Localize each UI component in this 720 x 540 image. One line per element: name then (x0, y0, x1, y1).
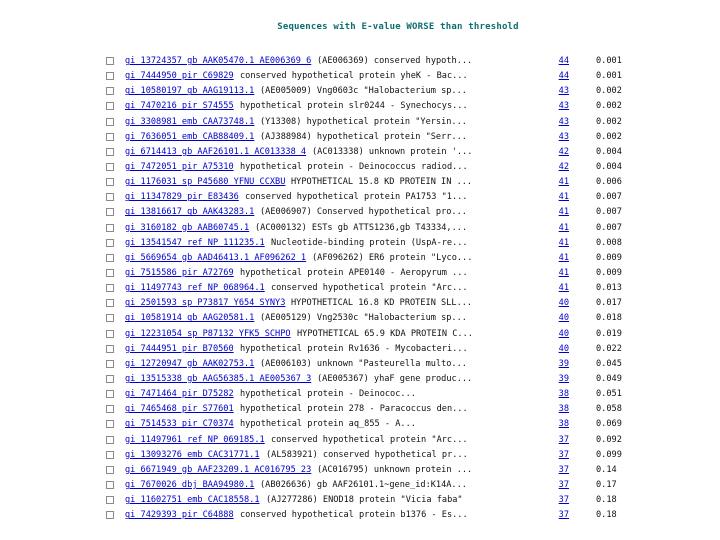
accession-link[interactable]: gi 7465468 pir S77601 (125, 404, 234, 415)
e-value: 0.001 (596, 71, 622, 82)
result-row (0, 417, 720, 432)
result-row (0, 463, 720, 478)
row-checkbox[interactable] (106, 133, 114, 141)
hit-description: HYPOTHETICAL 15.8 KD PROTEIN IN ... (291, 177, 473, 188)
result-row (0, 145, 720, 160)
hit-description: (AL583921) conserved hypothetical pr... (266, 449, 468, 460)
e-value: 0.002 (596, 101, 622, 112)
result-row (0, 281, 720, 296)
bit-score-link[interactable]: 41 (558, 207, 569, 218)
hit-description: (AJ277286) ENOD18 protein "Vicia faba" (266, 495, 463, 506)
e-value: 0.14 (596, 464, 617, 475)
hit-description: conserved hypothetical protein b1376 - Es... (240, 510, 468, 521)
hit-description: (AE006369) conserved hypoth... (317, 56, 473, 66)
accession-link[interactable]: gi 3308981 emb CAA73748.1 (125, 116, 255, 127)
row-checkbox[interactable] (106, 345, 114, 353)
result-row (0, 357, 720, 372)
row-checkbox[interactable] (106, 118, 114, 126)
row-checkbox[interactable] (106, 451, 114, 459)
row-checkbox[interactable] (106, 466, 114, 474)
row-checkbox[interactable] (106, 193, 114, 201)
accession-link[interactable]: gi 13541547 ref NP_111235.1 (125, 237, 265, 248)
accession-link[interactable]: gi 7471464 pir D75282 (125, 389, 234, 400)
bit-score-link[interactable]: 37 (558, 495, 569, 506)
accession-link[interactable]: gi 10580197 gb AAG19113.1 (125, 86, 255, 97)
e-value: 0.002 (596, 86, 622, 97)
e-value: 0.018 (596, 313, 622, 324)
result-row (0, 69, 720, 84)
e-value: 0.099 (596, 449, 622, 460)
accession-link[interactable]: gi 12720947 gb AAK02753.1 (125, 358, 255, 369)
e-value: 0.017 (596, 298, 622, 309)
row-checkbox[interactable] (106, 178, 114, 186)
result-row (0, 402, 720, 417)
result-row (0, 115, 720, 130)
bit-score-link[interactable]: 37 (558, 510, 569, 521)
bit-score-link[interactable]: 41 (558, 252, 569, 263)
hit-description: HYPOTHETICAL 16.8 KD PROTEIN SLL... (291, 298, 473, 309)
accession-link[interactable]: gi 13724357 gb AAK05470.1 AE006369_6 (125, 56, 312, 66)
result-row (0, 205, 720, 220)
hit-description: (Y13308) hypothetical protein "Yersin... (260, 116, 467, 127)
e-value: 0.045 (596, 358, 622, 369)
bit-score-link[interactable]: 41 (558, 283, 569, 294)
bit-score-link[interactable]: 38 (558, 404, 569, 415)
e-value: 0.007 (596, 222, 622, 233)
row-checkbox[interactable] (106, 420, 114, 428)
accession-link[interactable]: gi 10581914 gb AAG20581.1 (125, 313, 255, 324)
bit-score-link[interactable]: 43 (558, 101, 569, 112)
hit-description: (AJ388984) hypothetical protein "Serr... (260, 131, 467, 142)
accession-link[interactable]: gi 13816617 gb AAK43283.1 (125, 207, 255, 218)
hit-description: hypothetical protein Rv1636 - Mycobacteri... (240, 343, 468, 354)
row-checkbox[interactable] (106, 102, 114, 110)
hit-description: conserved hypothetical protein yheK - Bac... (240, 71, 468, 82)
hit-description: hypothetical protein - Deinococcus radiod... (240, 161, 468, 172)
e-value: 0.004 (596, 161, 622, 172)
e-value: 0.022 (596, 343, 622, 354)
row-checkbox[interactable] (106, 375, 114, 383)
bit-score-link[interactable]: 41 (558, 192, 569, 203)
e-value: 0.051 (596, 389, 622, 400)
accession-link[interactable]: gi 13515338 gb AAG56385.1 AE005367_3 (125, 373, 312, 384)
accession-link[interactable]: gi 6714413 gb AAF26101.1 AC013338_4 (125, 146, 307, 157)
hit-description: (AE006907) Conserved hypothetical pro... (260, 207, 467, 218)
row-checkbox[interactable] (106, 57, 114, 65)
row-checkbox[interactable] (106, 314, 114, 322)
hit-description: (AE005009) Vng0603c "Halobacterium sp... (260, 86, 467, 97)
page-title: Sequences with E-value WORSE than threshold (277, 22, 519, 32)
e-value: 0.092 (596, 434, 622, 445)
accession-link[interactable]: gi 13093276 emb CAC31771.1 (125, 449, 260, 460)
hit-description: (AE006103) unknown "Pasteurella multo... (260, 358, 467, 369)
accession-link[interactable]: gi 11347829 pir E83436 (125, 192, 239, 203)
row-checkbox[interactable] (106, 299, 114, 307)
hit-description: (AB026636) gb AAF26101.1~gene_id:K14A... (260, 479, 467, 490)
row-checkbox[interactable] (106, 148, 114, 156)
e-value: 0.008 (596, 237, 622, 248)
result-row (0, 251, 720, 266)
row-checkbox[interactable] (106, 269, 114, 277)
result-row (0, 508, 720, 523)
accession-link[interactable]: gi 12231054 sp P87132 YFK5_SCHPO (125, 328, 291, 339)
bit-score-link[interactable]: 40 (558, 313, 569, 324)
e-value: 0.006 (596, 177, 622, 188)
hit-description: (AC013338) unknown protein '... (312, 146, 473, 157)
e-value: 0.009 (596, 267, 622, 278)
bit-score-link[interactable]: 43 (558, 86, 569, 97)
bit-score-link[interactable]: 37 (558, 479, 569, 490)
bit-score-link[interactable]: 39 (558, 373, 569, 384)
bit-score-link[interactable]: 38 (558, 419, 569, 430)
result-row (0, 84, 720, 99)
bit-score-link[interactable]: 39 (558, 358, 569, 369)
hit-description: hypothetical protein - Deinococ... (240, 389, 416, 400)
bit-score-link[interactable]: 37 (558, 434, 569, 445)
result-row (0, 54, 720, 69)
hit-description: conserved hypothetical protein "Arc... (271, 283, 468, 294)
bit-score-link[interactable]: 41 (558, 177, 569, 188)
e-value: 0.007 (596, 192, 622, 203)
accession-link[interactable]: gi 7636051 emb CAB88409.1 (125, 131, 255, 142)
accession-link[interactable]: gi 11497961 ref NP_069185.1 (125, 434, 265, 445)
result-row (0, 266, 720, 281)
result-row (0, 221, 720, 236)
bit-score-link[interactable]: 41 (558, 267, 569, 278)
accession-link[interactable]: gi 1176031 sp P45680 YFNU_CCXBU (125, 177, 286, 188)
result-row (0, 478, 720, 493)
accession-link[interactable]: gi 7670026 dbj BAA94980.1 (125, 479, 255, 490)
bit-score-link[interactable]: 44 (558, 71, 569, 82)
hit-description: hypothetical protein 278 - Paracoccus den... (240, 404, 468, 415)
e-value: 0.019 (596, 328, 622, 339)
row-checkbox[interactable] (106, 436, 114, 444)
result-row (0, 372, 720, 387)
accession-link[interactable]: gi 11602751 emb CAC18558.1 (125, 495, 260, 506)
row-checkbox[interactable] (106, 405, 114, 413)
accession-link[interactable]: gi 7429393 pir C64888 (125, 510, 234, 521)
accession-link[interactable]: gi 7444950 pir C69829 (125, 71, 234, 82)
e-value: 0.069 (596, 419, 622, 430)
bit-score-link[interactable]: 37 (558, 449, 569, 460)
row-checkbox[interactable] (106, 390, 114, 398)
accession-link[interactable]: gi 7470216 pir S74555 (125, 101, 234, 112)
hit-description: (AC000132) ESTs gb ATTS1236,gb T43334,... (255, 222, 468, 233)
accession-link[interactable]: gi 7514533 pir C70374 (125, 419, 234, 430)
row-checkbox[interactable] (106, 87, 114, 95)
hit-description: Nucleotide-binding protein (UspA-re... (271, 237, 468, 248)
hit-description: (AC016795) unknown protein ... (317, 464, 473, 475)
e-value: 0.002 (596, 131, 622, 142)
e-value: 0.058 (596, 404, 622, 415)
bit-score-link[interactable]: 37 (558, 464, 569, 475)
hit-description: (AE005129) Vng2530c "Halobacterium sp... (260, 313, 467, 324)
accession-link[interactable]: gi 2501593 sp P73817 Y654_SYNY3 (125, 298, 286, 309)
result-row (0, 190, 720, 205)
row-checkbox[interactable] (106, 481, 114, 489)
row-checkbox[interactable] (106, 284, 114, 292)
bit-score-link[interactable]: 40 (558, 343, 569, 354)
bit-score-link[interactable]: 41 (558, 237, 569, 248)
e-value: 0.17 (596, 479, 617, 490)
hit-description: hypothetical protein APE0140 - Aeropyrum ... (240, 267, 468, 278)
accession-link[interactable]: gi 11497743 ref NP_068964.1 (125, 283, 265, 294)
bit-score-link[interactable]: 40 (558, 328, 569, 339)
result-row (0, 296, 720, 311)
row-checkbox[interactable] (106, 496, 114, 504)
result-row (0, 387, 720, 402)
accession-link[interactable]: gi 7472051 pir A75310 (125, 161, 234, 172)
row-checkbox[interactable] (106, 360, 114, 368)
result-row (0, 175, 720, 190)
bit-score-link[interactable]: 43 (558, 131, 569, 142)
result-row (0, 236, 720, 251)
bit-score-link[interactable]: 42 (558, 146, 569, 157)
hit-description: conserved hypothetical protein "Arc... (271, 434, 468, 445)
accession-link[interactable]: gi 5669654 gb AAD46413.1 AF096262_1 (125, 252, 307, 263)
e-value: 0.18 (596, 495, 617, 506)
row-checkbox[interactable] (106, 72, 114, 80)
row-checkbox[interactable] (106, 163, 114, 171)
hit-description: conserved hypothetical protein PA1753 "1... (245, 192, 468, 203)
hit-description: (AF096262) ER6 protein "Lyco... (312, 252, 473, 263)
result-row (0, 311, 720, 326)
result-row (0, 327, 720, 342)
e-value: 0.007 (596, 207, 622, 218)
accession-link[interactable]: gi 7515586 pir A72769 (125, 267, 234, 278)
result-row (0, 342, 720, 357)
bit-score-link[interactable]: 38 (558, 389, 569, 400)
bit-score-link[interactable]: 41 (558, 222, 569, 233)
row-checkbox[interactable] (106, 330, 114, 338)
e-value: 0.001 (596, 56, 622, 66)
hit-description: hypothetical protein aq_855 - A... (240, 419, 416, 430)
e-value: 0.049 (596, 373, 622, 384)
result-row (0, 448, 720, 463)
row-checkbox[interactable] (106, 208, 114, 216)
bit-score-link[interactable]: 42 (558, 161, 569, 172)
result-row (0, 130, 720, 145)
e-value: 0.002 (596, 116, 622, 127)
bit-score-link[interactable]: 43 (558, 116, 569, 127)
accession-link[interactable]: gi 3160182 gb AAB60745.1 (125, 222, 250, 233)
bit-score-link[interactable]: 40 (558, 298, 569, 309)
hit-description: hypothetical protein slr0244 - Synechocys... (240, 101, 468, 112)
row-checkbox[interactable] (106, 511, 114, 519)
bit-score-link[interactable]: 44 (558, 56, 569, 66)
result-row (0, 99, 720, 114)
accession-link[interactable]: gi 6671949 gb AAF23209.1 AC016795_23 (125, 464, 312, 475)
e-value: 0.18 (596, 510, 617, 521)
e-value: 0.009 (596, 252, 622, 263)
accession-link[interactable]: gi 7444951 pir B70560 (125, 343, 234, 354)
hit-description: (AE005367) yhaF gene produc... (317, 373, 473, 384)
result-row (0, 493, 720, 508)
hit-description: HYPOTHETICAL 65.9 KDA PROTEIN C... (297, 328, 473, 339)
result-row (0, 160, 720, 175)
results-list (0, 54, 720, 523)
result-row (0, 433, 720, 448)
row-checkbox[interactable] (106, 224, 114, 232)
row-checkbox[interactable] (106, 239, 114, 247)
e-value: 0.004 (596, 146, 622, 157)
row-checkbox[interactable] (106, 254, 114, 262)
e-value: 0.013 (596, 283, 622, 294)
